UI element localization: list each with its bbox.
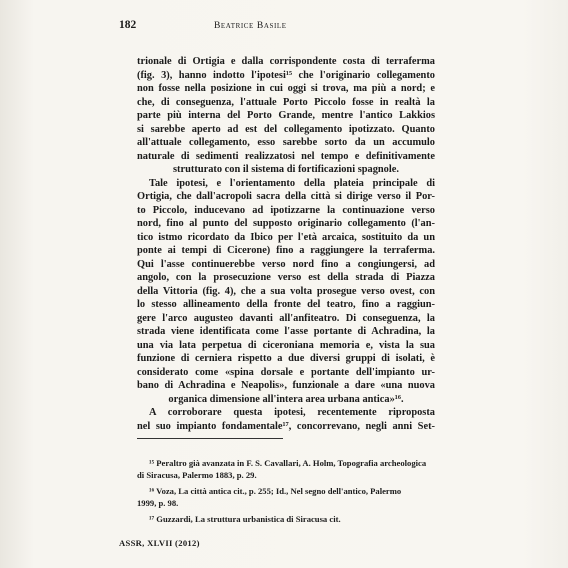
text-line: A corroborare questa ipotesi, recentemente riproposta (149, 407, 435, 418)
footnote-15 (137, 458, 435, 481)
running-header (119, 18, 439, 32)
footnote-16 (137, 486, 435, 509)
text-line: bano di Achradina e Neapolis», funzionale a dare «una nuova (137, 380, 435, 391)
text-line: Ortigia, che dall'acropoli sacra della città si dirige verso il Por- (137, 191, 435, 202)
text-line: strutturato con il sistema di fortificazioni spagnole. (173, 164, 399, 175)
text-line: gere l'arco augusteo davanti all'anfiteatro. Di conseguenza, la (137, 312, 435, 324)
text-line: all'attuale collegamento, esso sarebbe sorto da un accumulo (137, 137, 435, 148)
paragraph-2 (137, 177, 435, 407)
footnote-line: ¹⁶ Voza, La città antica cit., p. 255; Id., Nel segno dell'antico, Palermo (149, 486, 402, 496)
paragraph-3 (137, 406, 435, 433)
page-number: 182 (119, 19, 137, 31)
paragraph-1 (137, 55, 435, 177)
text-line: funzione di cerniera rispetto a due diversi gruppi di isolati, è (137, 353, 435, 364)
text-line: nel suo impianto fondamentale¹⁷, concorrevano, negli anni Set- (137, 420, 435, 432)
footnote-line: ¹⁷ Guzzardi, La struttura urbanistica di Siracusa cit. (149, 514, 341, 524)
running-author: Beatrice Basile (214, 21, 287, 31)
footnotes (137, 458, 435, 531)
footnote-17 (137, 514, 435, 526)
text-line: che, di conseguenza, l'attuale Porto Piccolo fosse in realtà la (137, 96, 435, 108)
text-line: una via lata perpetua di ciceroniana memoria e, vista la sua (137, 339, 435, 351)
text-line: naturale di sedimenti realizzatosi nel tempo e definitivamente (137, 150, 435, 162)
text-line: angolo, con la prosecuzione verso est della strada di Piazza (137, 272, 435, 283)
footnote-line: di Siracusa, Palermo 1883, p. 29. (137, 469, 257, 480)
text-line: si sarebbe aperto ad est del collegamento ipotizzato. Quanto (137, 123, 435, 135)
text-line: lo stesso allineamento della fronte del teatro, fino a raggiun- (137, 299, 435, 310)
footnote-line: 1999, p. 98. (137, 497, 179, 508)
text-line: considerato come «spina dorsale e portante dell'impianto ur- (137, 366, 435, 378)
text-line: parte più interna del Porto Grande, mentre l'antico Lakkios (137, 110, 435, 121)
footnote-separator (137, 438, 283, 439)
text-line: della Vittoria (fig. 4), che a sua volta prosegue verso ovest, con (137, 285, 435, 297)
footnote-line: ¹⁵ Peraltro già avanzata in F. S. Cavallari, A. Holm, Topografia archeologica (149, 458, 427, 468)
text-line: nord, fino al punto del supposto originario collegamento (l'an- (137, 218, 435, 229)
text-line: tico istmo ricordato da Ibico per l'età arcaica, sostituito da un (137, 231, 435, 243)
text-line: Qui l'asse continuerebbe verso nord fino a congiungersi, ad (137, 258, 435, 270)
journal-footer: ASSR, XLVII (2012) (119, 538, 200, 548)
text-line: (fig. 3), hanno indotto l'ipotesi¹⁵ che l'originario collegamento (137, 69, 435, 81)
text-line: ponte ai tempi di Cicerone) fino a raggiungere la terraferma. (137, 245, 435, 256)
text-line: to Piccolo, inducevano ad ipotizzarne la continuazione verso (137, 204, 435, 216)
body-text (137, 55, 435, 433)
text-line: trionale di Ortigia e dalla corrispondente costa di terraferma (137, 56, 435, 67)
text-line: non fosse nella posizione in cui oggi si trova, ma più a nord; e (137, 83, 435, 94)
text-line: Tale ipotesi, e l'orientamento della plateia principale di (149, 177, 435, 189)
text-line: strada viene identificata come l'asse portante di Achradina, la (137, 326, 435, 337)
text-line: organica dimensione all'intera area urbana antica»¹⁶. (168, 393, 404, 405)
